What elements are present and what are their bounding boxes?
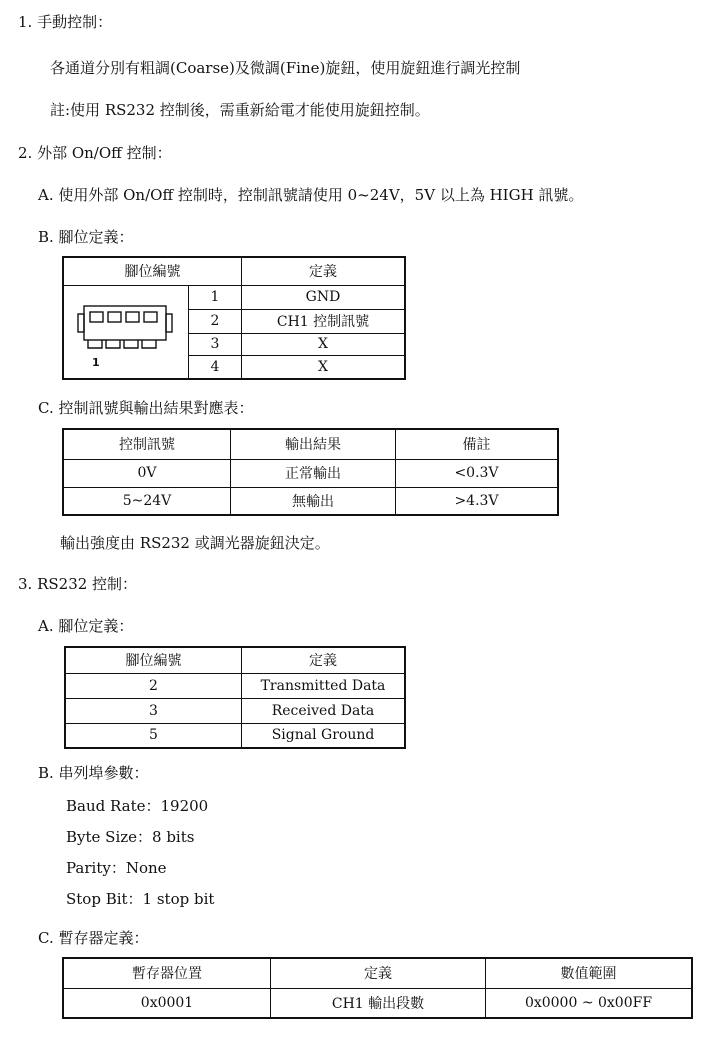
table-header: 腳位編號 xyxy=(63,257,242,285)
table-cell: 0x0001 xyxy=(63,988,271,1018)
section-3-item-b: B. 串列埠參數： xyxy=(38,764,149,782)
table-cell: 2 xyxy=(65,673,242,698)
pin-number: 1 xyxy=(189,285,242,309)
output-strength-note: 輸出強度由 RS232 或調光器旋鈕決定。 xyxy=(60,534,330,552)
section-3-heading: 3. RS232 控制： xyxy=(18,575,138,593)
table-header: 控制訊號 xyxy=(63,429,231,459)
table-header: 備註 xyxy=(396,429,559,459)
table-cell: >4.3V xyxy=(396,487,559,515)
table-cell: 正常輸出 xyxy=(231,459,396,487)
section-1-heading: 1. 手動控制： xyxy=(18,13,113,31)
table-header: 腳位編號 xyxy=(65,647,242,673)
table-header: 定義 xyxy=(242,257,406,285)
param-baud-rate: Baud Rate：19200 xyxy=(66,797,209,815)
table-header: 數值範圍 xyxy=(486,958,693,988)
section-2-item-a: A. 使用外部 On/Off 控制時，控制訊號請使用 0~24V，5V 以上為 HIGH 訊號。 xyxy=(38,186,584,204)
section-1-note: 註:使用 RS232 控制後，需重新給電才能使用旋鈕控制。 xyxy=(50,101,430,119)
connector-pin-label: 1 xyxy=(92,355,100,369)
pin-definition: GND xyxy=(242,285,406,309)
pin-definition: X xyxy=(242,333,406,355)
param-byte-size: Byte Size：8 bits xyxy=(66,828,195,846)
table-cell: 3 xyxy=(65,698,242,723)
connector-cell xyxy=(63,285,189,379)
section-2-item-b: B. 腳位定義： xyxy=(38,228,134,246)
pin-definition: X xyxy=(242,355,406,379)
pin-number: 4 xyxy=(189,355,242,379)
section-1-paragraph: 各通道分別有粗調(Coarse)及微調(Fine)旋鈕，使用旋鈕進行調光控制 xyxy=(50,59,521,77)
table-cell: <0.3V xyxy=(396,459,559,487)
table-cell: 5~24V xyxy=(63,487,231,515)
table-header: 定義 xyxy=(242,647,406,673)
table-cell: Received Data xyxy=(242,698,406,723)
register-table xyxy=(62,957,693,1019)
table-cell: CH1 輸出段數 xyxy=(271,988,486,1018)
section-3-item-a: A. 腳位定義： xyxy=(38,617,134,635)
section-2-item-c: C. 控制訊號與輸出結果對應表： xyxy=(38,399,254,417)
param-parity: Parity：None xyxy=(66,859,167,877)
pin-number: 3 xyxy=(189,333,242,355)
connector-diagram xyxy=(64,286,188,378)
table-cell: 0x0000 ~ 0x00FF xyxy=(486,988,693,1018)
signal-output-table xyxy=(62,428,559,516)
table-cell: 0V xyxy=(63,459,231,487)
table-cell: 5 xyxy=(65,723,242,748)
rs232-pin-table xyxy=(64,646,406,749)
table-header: 暫存器位置 xyxy=(63,958,271,988)
table-cell: Signal Ground xyxy=(242,723,406,748)
table-cell: Transmitted Data xyxy=(242,673,406,698)
section-2-heading: 2. 外部 On/Off 控制： xyxy=(18,144,172,162)
section-3-item-c: C. 暫存器定義： xyxy=(38,929,149,947)
table-header: 輸出結果 xyxy=(231,429,396,459)
table-cell: 無輸出 xyxy=(231,487,396,515)
param-stop-bit: Stop Bit：1 stop bit xyxy=(66,890,215,908)
table-header: 定義 xyxy=(271,958,486,988)
pin-number: 2 xyxy=(189,309,242,333)
external-pin-table xyxy=(62,256,406,380)
pin-definition: CH1 控制訊號 xyxy=(242,309,406,333)
